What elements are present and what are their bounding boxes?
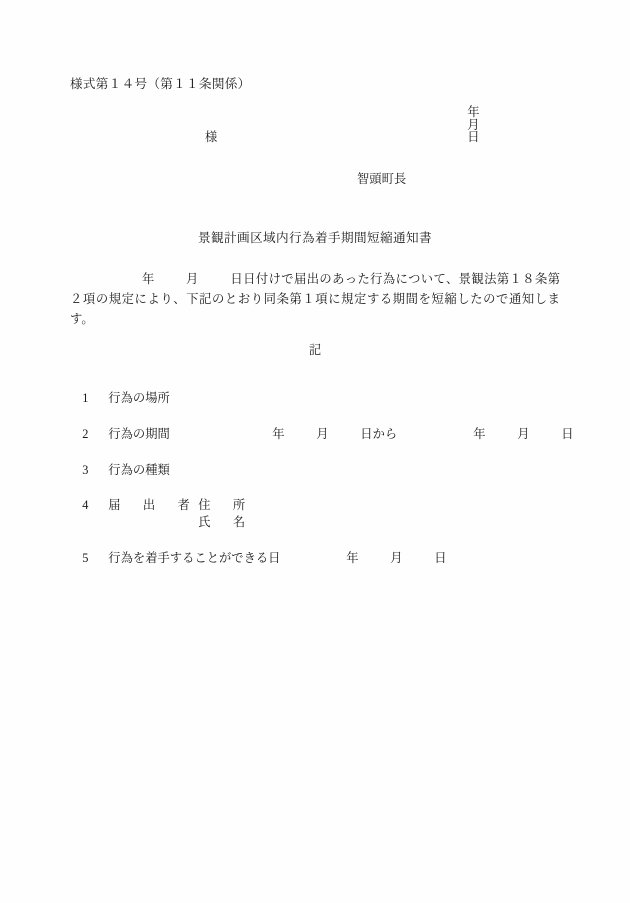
header-date-line — [455, 94, 511, 155]
item-2-start-day: 日から — [360, 427, 398, 442]
body-line2-text: 項の規定により、下記のとおり同条第１項に規定する期間を短縮したので通知しま — [82, 291, 560, 306]
item-2-start-month: 月 — [316, 427, 329, 442]
item-row-3 — [70, 452, 170, 489]
issuer-name: 智頭町長 — [357, 172, 407, 186]
item-1-label: 行為の場所 — [108, 391, 170, 406]
item-row-2 — [70, 416, 574, 453]
item-4-address-label: 住 所 — [198, 498, 251, 513]
ki-mark: 記 — [308, 343, 322, 357]
item-5-label: 行為を着手することができる日 — [108, 551, 281, 566]
item-2-end-day: 日 — [561, 427, 574, 442]
body-line1-text: 日付けで届出のあった行為について、景観法第１８条第２ — [70, 272, 560, 306]
addressee-honorific: 様 — [205, 130, 218, 144]
item-5-month: 月 — [390, 551, 403, 566]
body-date-month: 月 — [186, 272, 199, 286]
item-5-year: 年 — [346, 551, 359, 566]
header-date-year: 年 — [467, 105, 480, 120]
body-paragraph — [70, 270, 560, 330]
item-4-label: 届 出 者 — [108, 498, 195, 513]
body-date-day: 日 — [230, 272, 244, 286]
document-title: 景観計画区域内行為着手期間短縮通知書 — [198, 231, 432, 245]
item-4-name-label: 氏 名 — [198, 515, 251, 530]
item-4-number: 4 — [82, 498, 89, 513]
item-3-number: 3 — [82, 463, 89, 478]
item-1-number: 1 — [82, 391, 89, 406]
item-3-label: 行為の種類 — [108, 463, 170, 478]
item-5-number: 5 — [82, 551, 89, 566]
item-2-start-year: 年 — [272, 427, 285, 442]
item-2-end-month: 月 — [517, 427, 530, 442]
item-2-number: 2 — [82, 427, 89, 442]
body-line3-text: す。 — [70, 311, 94, 326]
item-2-end-year: 年 — [473, 427, 486, 442]
item-row-4-name — [70, 504, 250, 541]
header-date-day: 日 — [467, 129, 480, 144]
item-5-day: 日 — [434, 551, 447, 566]
form-number: 様式第１４号（第１１条関係） — [70, 77, 251, 91]
item-2-label: 行為の期間 — [108, 427, 170, 442]
item-row-5 — [70, 540, 447, 577]
body-date-year: 年 — [142, 272, 155, 286]
header-date-month: 月 — [467, 117, 480, 132]
item-row-1 — [70, 380, 170, 417]
